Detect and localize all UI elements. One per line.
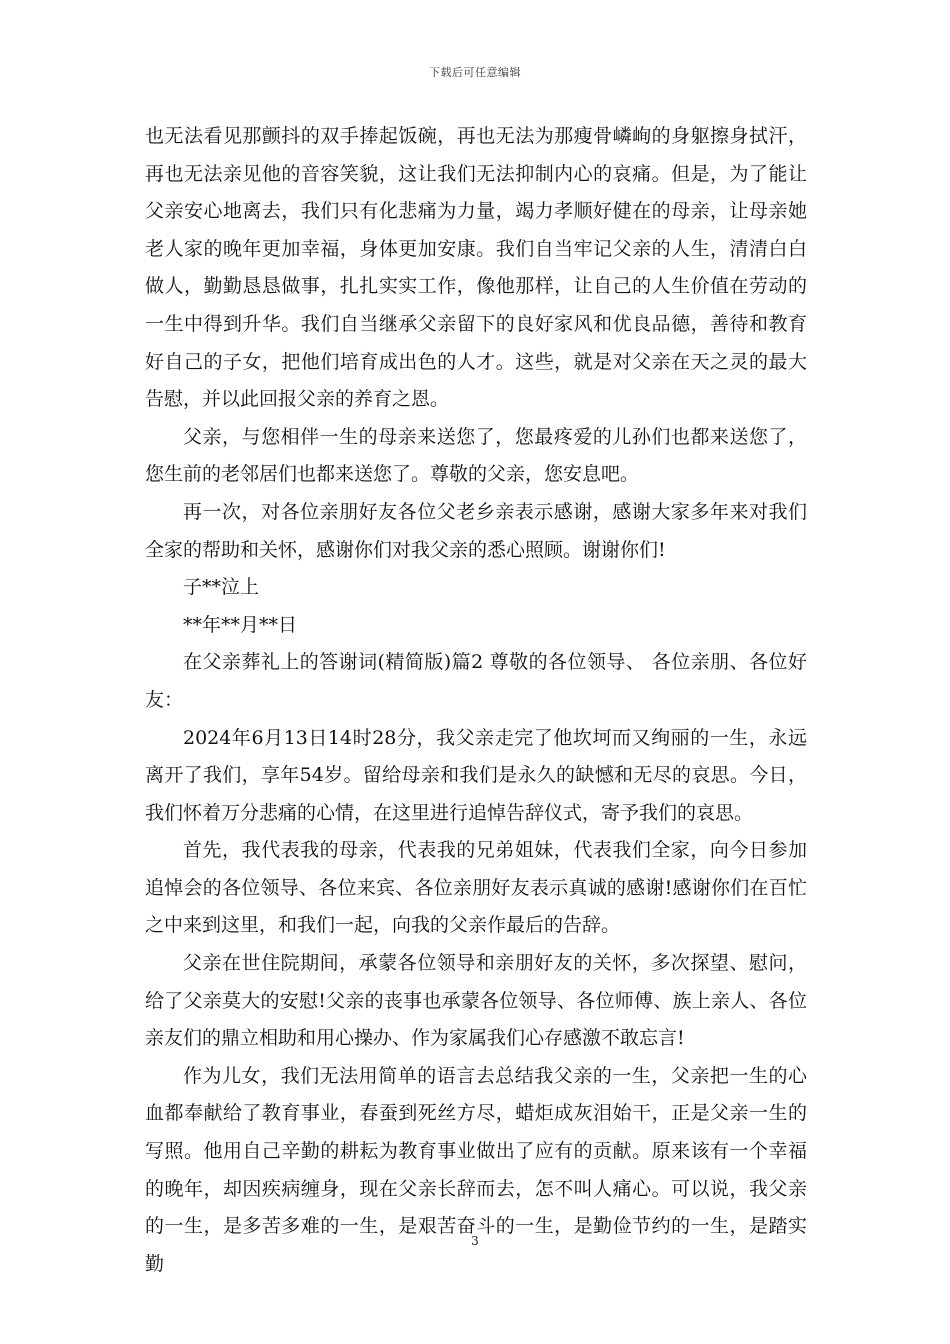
signature-line: 子**泣上	[183, 576, 260, 599]
paragraph: 作为儿女，我们无法用简单的语言去总结我父亲的一生，父亲把一生的心血都奉献给了教育事业，春蚕到死丝方尽，蜡炬成灰泪始干，正是父亲一生的写照。他用自己辛勤的耕耘为教育事业做出了应有的贡献。原来该有一个幸福的晚年，却因疾病缠身，现在父亲长辞而去，怎不叫人痛心。可以说，我父亲的一生，是多苦多难的一生，是艰苦奋斗的一生，是勤俭节约的一生，是踏实勤	[145, 1064, 807, 1275]
page-number: 3	[471, 1234, 479, 1248]
paragraph: 2024年6月13日14时28分，我父亲走完了他坎坷而又绚丽的一生，永远离开了我们，享年54岁。留给母亲和我们是永久的缺憾和无尽的哀思。今日，我们怀着万分悲痛的心情，在这里进行追悼告辞仪式，寄予我们的哀思。	[145, 726, 807, 824]
paragraph: 父亲在世住院期间，承蒙各位领导和亲朋好友的关怀，多次探望、慰问，给了父亲莫大的安慰!父亲的丧事也承蒙各位领导、各位师傅、族上亲人、各位亲友们的鼎立相助和用心操办、作为家属我们心存感激不敢忘言!	[145, 952, 807, 1050]
paragraph: 也无法看见那颤抖的双手捧起饭碗，再也无法为那瘦骨嶙峋的身躯擦身拭汗，再也无法亲见他的音容笑貌，这让我们无法抑制内心的哀痛。但是，为了能让父亲安心地离去，我们只有化悲痛为力量，竭力孝顺好健在的母亲，让母亲她老人家的晚年更加幸福，身体更加安康。我们自当牢记父亲的人生，清清白白做人，勤勤恳恳做事，扎扎实实工作，像他那样，让自己的人生价值在劳动的一生中得到升华。我们自当继承父亲留下的良好家风和优良品德，善待和教育好自己的子女，把他们培育成出色的人才。这些，就是对父亲在天之灵的最大告慰，并以此回报父亲的养育之恩。	[145, 125, 807, 411]
document-body	[145, 118, 807, 1283]
date-line: **年**月**日	[183, 613, 298, 636]
paragraph: 首先，我代表我的母亲，代表我的兄弟姐妹，代表我们全家，向今日参加追悼会的各位领导、各位来宾、各位亲朋好友表示真诚的感谢!感谢你们在百忙之中来到这里，和我们一起，向我的父亲作最后的告辞。	[145, 839, 807, 937]
paragraph: 再一次，对各位亲朋好友各位父老乡亲表示感谢，感谢大家多年来对我们全家的帮助和关怀，感谢你们对我父亲的悉心照顾。谢谢你们!	[145, 500, 807, 561]
page-header: 下载后可任意编辑	[429, 66, 521, 79]
section-title: 在父亲葬礼上的答谢词(精简版)篇2 尊敬的各位领导、 各位亲朋、各位好友：	[145, 651, 807, 711]
paragraph: 父亲，与您相伴一生的母亲来送您了，您最疼爱的儿孙们也都来送您了，您生前的老邻居们也都来送您了。尊敬的父亲，您安息吧。	[145, 425, 807, 486]
